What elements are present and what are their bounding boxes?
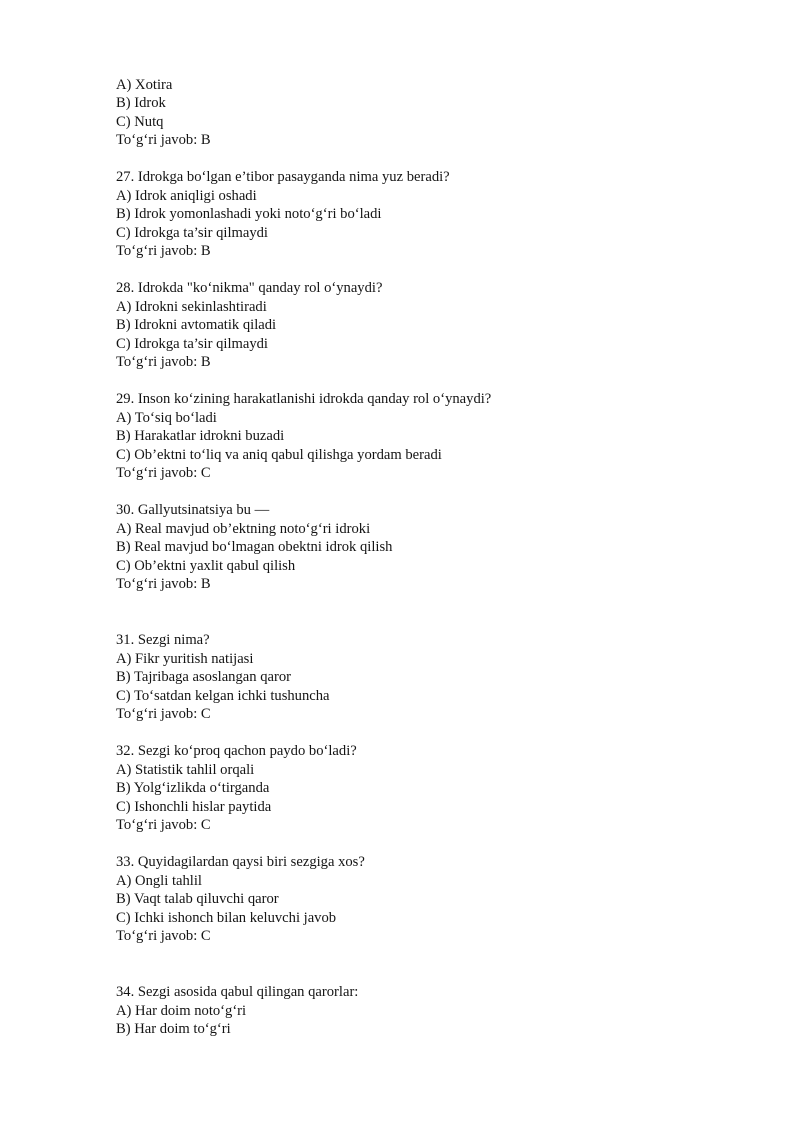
question-32: 32. Sezgi ko‘proq qachon paydo bo‘ladi? bbox=[116, 743, 357, 759]
option-line: B) Tajribaga asoslangan qaror bbox=[116, 669, 291, 685]
answer-line: To‘g‘ri javob: C bbox=[116, 928, 211, 944]
answer-line: To‘g‘ri javob: B bbox=[116, 243, 211, 259]
option-line: B) Yolg‘izlikda o‘tirganda bbox=[116, 780, 270, 796]
question-29: 29. Inson ko‘zining harakatlanishi idrokda qanday rol o‘ynaydi? bbox=[116, 391, 492, 407]
question-34: 34. Sezgi asosida qabul qilingan qarorlar: bbox=[116, 984, 359, 1000]
option-line: C) Nutq bbox=[116, 114, 164, 130]
option-line: C) Idrokga ta’sir qilmaydi bbox=[116, 225, 268, 241]
option-line: A) Real mavjud ob’ektning noto‘g‘ri idroki bbox=[116, 521, 371, 537]
option-line: A) Har doim noto‘g‘ri bbox=[116, 1003, 247, 1019]
option-line: A) Xotira bbox=[116, 77, 173, 93]
question-28: 28. Idrokda "ko‘nikma" qanday rol o‘ynaydi? bbox=[116, 280, 383, 296]
option-line: B) Harakatlar idrokni buzadi bbox=[116, 428, 285, 444]
option-line: A) Statistik tahlil orqali bbox=[116, 762, 255, 778]
answer-line: To‘g‘ri javob: C bbox=[116, 817, 211, 833]
question-33: 33. Quyidagilardan qaysi biri sezgiga xos? bbox=[116, 854, 365, 870]
answer-line: To‘g‘ri javob: C bbox=[116, 465, 211, 481]
option-line: B) Idrok bbox=[116, 95, 166, 111]
option-line: A) Idrok aniqligi oshadi bbox=[116, 188, 257, 204]
question-31: 31. Sezgi nima? bbox=[116, 632, 210, 648]
option-line: B) Real mavjud bo‘lmagan obektni idrok qilish bbox=[116, 539, 393, 555]
answer-line: To‘g‘ri javob: C bbox=[116, 706, 211, 722]
option-line: C) Ob’ektni yaxlit qabul qilish bbox=[116, 558, 296, 574]
option-line: C) Idrokga ta’sir qilmaydi bbox=[116, 336, 268, 352]
option-line: A) Ongli tahlil bbox=[116, 873, 202, 889]
option-line: B) Idrokni avtomatik qiladi bbox=[116, 317, 277, 333]
option-line: B) Har doim to‘g‘ri bbox=[116, 1021, 231, 1037]
question-27: 27. Idrokga bo‘lgan e’tibor pasayganda nima yuz beradi? bbox=[116, 169, 450, 185]
option-line: C) Ob’ektni to‘liq va aniq qabul qilishga yordam beradi bbox=[116, 447, 442, 463]
option-line: A) Idrokni sekinlashtiradi bbox=[116, 299, 267, 315]
option-line: A) Fikr yuritish natijasi bbox=[116, 651, 254, 667]
answer-line: To‘g‘ri javob: B bbox=[116, 354, 211, 370]
answer-line: To‘g‘ri javob: B bbox=[116, 576, 211, 592]
option-line: A) To‘siq bo‘ladi bbox=[116, 410, 217, 426]
answer-line: To‘g‘ri javob: B bbox=[116, 132, 211, 148]
option-line: B) Idrok yomonlashadi yoki noto‘g‘ri bo‘ladi bbox=[116, 206, 382, 222]
option-line: C) Ichki ishonch bilan keluvchi javob bbox=[116, 910, 337, 926]
option-line: C) Ishonchli hislar paytida bbox=[116, 799, 272, 815]
option-line: B) Vaqt talab qiluvchi qaror bbox=[116, 891, 279, 907]
option-line: C) To‘satdan kelgan ichki tushuncha bbox=[116, 688, 330, 704]
question-30: 30. Gallyutsinatsiya bu — bbox=[116, 502, 270, 518]
